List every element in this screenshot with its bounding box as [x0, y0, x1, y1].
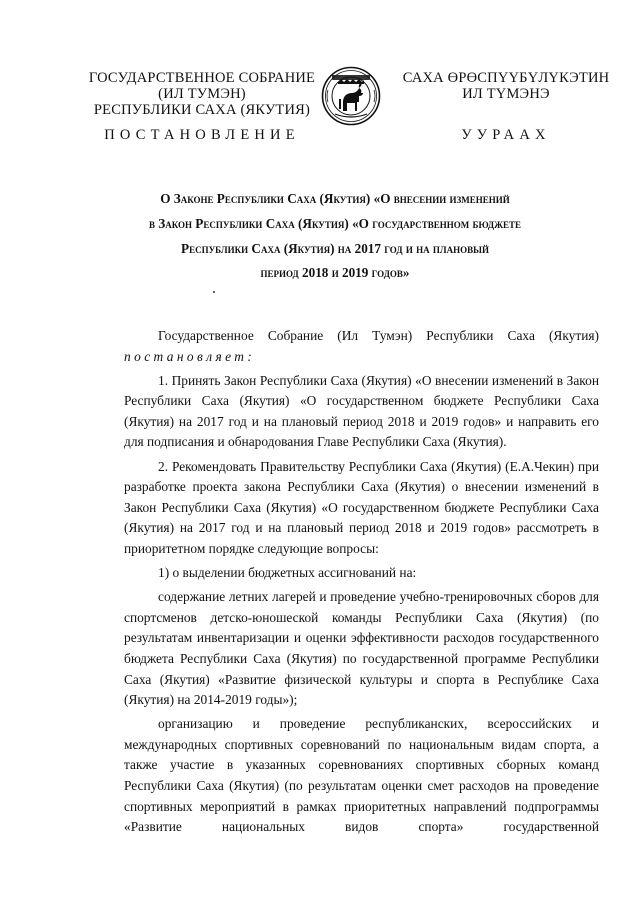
document-type-sah: УУРААХ: [461, 127, 551, 143]
paragraph-2: 2. Рекомендовать Правительству Республики Саха (Якутия) (Е.А.Чекин) при разработке проекта закона Республики Саха (Якутия) о внесении изменений в Закон Республики Саха (Якутия) «О государственном бюджете Республики Саха (Якутия) на 2017 год и на плановый период 2018 и 2019 годов» рассмотреть в приоритетном порядке следующие вопросы:: [124, 458, 599, 556]
title-line-4: период 2018 и 2019 годов»: [260, 265, 410, 281]
document-body: [124, 326, 599, 841]
paragraph-1: 1. Принять Закон Республики Саха (Якутия) «О внесении изменений в Закон Республики Саха (Якутия) «О государственном бюджете Республики Саха (Якутия) на 2017 год и на плановый период 2018 и 2019 годов» и направить его для подписания и обнародования Главе Республики Саха (Якутия).: [124, 372, 599, 450]
document-title: [100, 187, 570, 286]
issuer-line-3: РЕСПУБЛИКИ САХА (ЯКУТИЯ): [93, 102, 311, 118]
paragraph-3: 1) о выделении бюджетных ассигнований на:: [158, 565, 417, 581]
issuer-line-1: ГОСУДАРСТВЕННОЕ СОБРАНИЕ: [88, 70, 316, 86]
document-type-ru: ПОСТАНОВЛЕНИЕ: [104, 127, 300, 143]
issuer-sah-line-2: ИЛ ТҮМЭНЭ: [462, 86, 550, 102]
issuer-sah-line-1: САХА ӨРӨСПҮҮБҮЛҮКЭТИН: [402, 70, 610, 86]
issuer-header-ru: [86, 70, 318, 118]
issuer-header-sah: [390, 70, 622, 102]
title-line-1: О Законе Республики Саха (Якутия) «О внесении изменений: [160, 191, 510, 206]
paragraph-5: организацию и проведение республиканских, всероссийских и международных спортивных соревнований по национальным видам спорта, а также участие в указанных соревнованиях спортивных сборных команд Республики Саха (Якутия) (по результатам оценки смет расходов на проведение спортивных мероприятий в рамках приоритетных направлений подпрограммы «Развитие национальных видов спорта» государственной: [124, 716, 599, 835]
intro-paragraph: Государственное Собрание (Ил Тумэн) Республики Саха (Якутия): [158, 328, 599, 343]
title-line-2: в Закон Республики Саха (Якутия) «О государственном бюджете: [148, 215, 522, 231]
coat-of-arms-emblem: [321, 66, 381, 126]
issuer-line-2: (ИЛ ТУМЭН): [158, 86, 246, 102]
decree-word: постановляет:: [124, 348, 256, 364]
title-line-3: Республики Саха (Якутия) на 2017 год и на плановый: [181, 240, 489, 256]
stray-mark: [213, 291, 215, 293]
paragraph-4: содержание летних лагерей и проведение учебно-тренировочных сборов для спортсменов детско-юношеской команды Республики Саха (Якутия) (по результатам инвентаризации и оценки эффективности расходов государственного бюджета Республики Саха (Якутия) по государственной программе Республики Саха (Якутия) «Развитие физической культуры и спорта в Республике Саха (Якутия) на 2014-2019 годы»);: [124, 589, 599, 708]
